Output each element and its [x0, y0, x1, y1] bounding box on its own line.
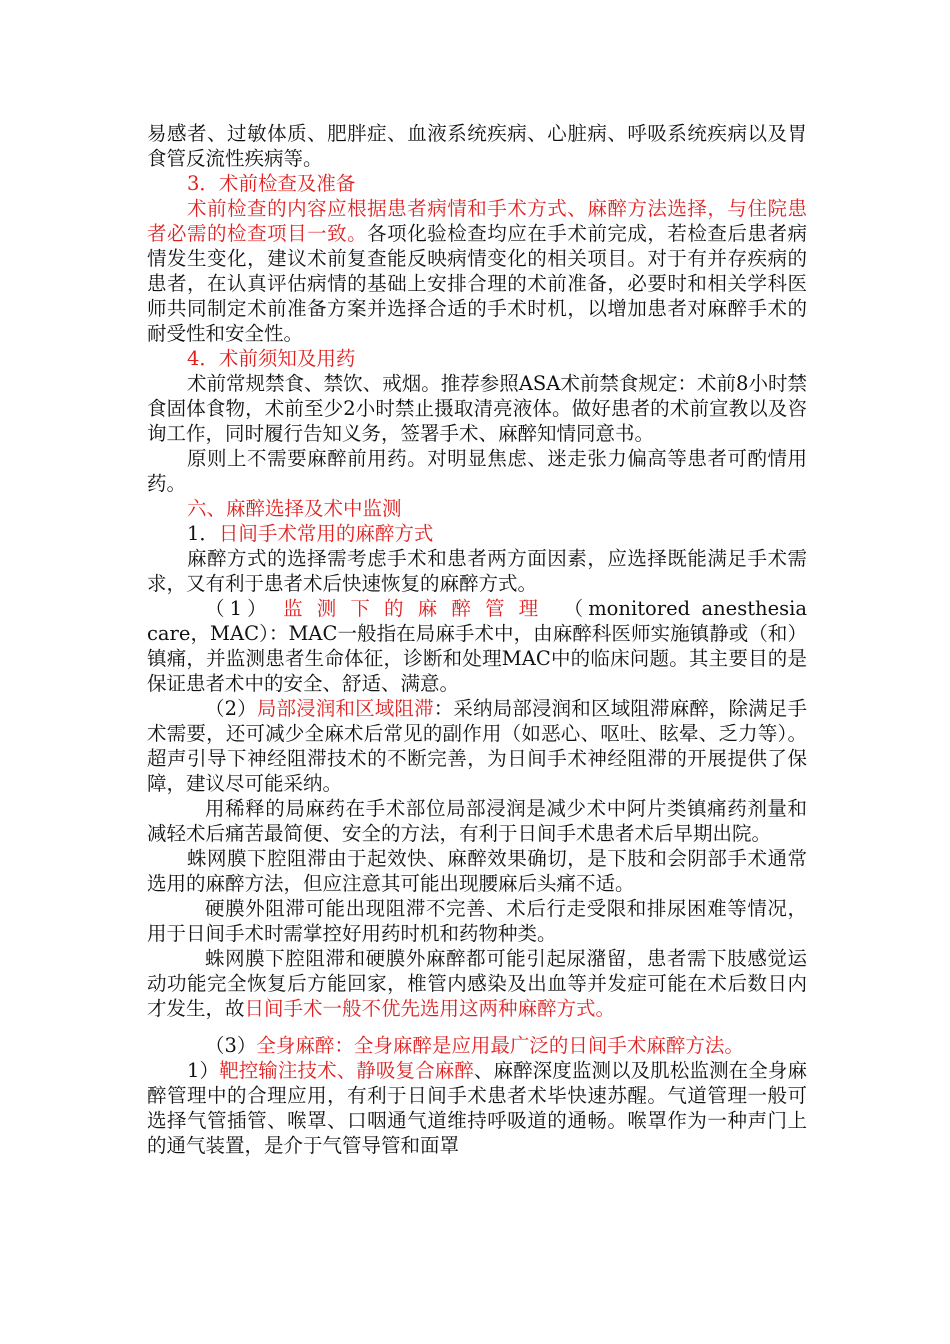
english-term: （monitored anesthesia	[563, 597, 808, 620]
highlight-text: 术前检查的内容应根据患者病情和手术方式、麻醉方法选择，与住院患者必需的检查项目一致。	[147, 197, 807, 245]
paragraph-premedication: 原则上不需要麻醉前用药。对明显焦虑、迷走张力偏高等患者可酌情用药。	[147, 447, 807, 495]
paragraph-epidural: 硬膜外阻滞可能出现阻滞不完善、术后行走受限和排尿困难等情况，用于日间手术时需掌控好用药时机和药物种类。	[147, 897, 807, 945]
body-text: 各项化验检查均应在手术前完成，若检查后患者病情发生变化，建议术前复查能反映病情变化的相关项目。对于有并存疾病的患者，在认真评估病情的基础上安排合理的术前准备，必要时和相关学科医师共同制定术前准备方案并选择合适的手术时机，以增加患者对麻醉手术的耐受性和安全性。	[147, 222, 807, 345]
paragraph-urinary-retention	[147, 946, 807, 1021]
paragraph-method-selection: 麻醉方式的选择需考虑手术和患者两方面因素，应选择既能满足手术需求，又有利于患者术后快速恢复的麻醉方式。	[147, 547, 807, 595]
spacer	[147, 1021, 807, 1033]
paragraph-regional-block	[147, 696, 807, 796]
paragraph-local-infiltration: 用稀释的局麻药在手术部位局部浸润是减少术中阿片类镇痛药剂量和减轻术后痛苦最简便、安全的方法，有利于日间手术患者术后早期出院。	[147, 797, 807, 845]
heading-anesthesia-methods	[147, 521, 807, 546]
item-number: （1）	[205, 597, 272, 620]
highlight-text: 靶控输注技术、静吸复合麻醉	[219, 1059, 474, 1082]
heading-preop-notice: 4．术前须知及用药	[187, 347, 356, 370]
paragraph-mac: care，MAC）：MAC一般指在局麻手术中，由麻醉科医师实施镇静或（和）镇痛，并监测患者生命体征，诊断和处理MAC中的临床问题。其主要目的是保证患者术中的安全、舒适、满意。	[147, 622, 807, 695]
heading-section-six: 六、麻醉选择及术中监测	[187, 497, 402, 520]
item-number: （3）	[205, 1034, 257, 1057]
body-text: 蛛网膜下腔阻滞和硬膜外麻醉都可能引起尿潴留，患者需下肢感觉运动功能完全恢复后方能回家，椎管内感染及出血等并发症可能在术后数日内才发生，故	[147, 947, 807, 1020]
body-text: ：采纳局部浸润和区域阻滞麻醉，除满足手术需要，还可减少全麻术后常见的副作用（如恶心、呕吐、眩晕、乏力等）。超声引导下神经阻滞技术的不断完善，为日间手术神经阻滞的开展提供了保障，建议尽可能采纳。	[147, 697, 807, 795]
paragraph-mac-heading	[147, 596, 807, 621]
paragraph-preop-exam	[147, 196, 807, 346]
paragraph-tci	[147, 1058, 807, 1158]
body-text: 、麻醉深度监测以及肌松监测在全身麻醉管理中的合理应用，有利于日间手术患者术毕快速苏醒。气道管理一般可选择气管插管、喉罩、口咽通气道维持呼吸道的通畅。喉罩作为一种声门上的通气装置，是介于气管导管和面罩	[147, 1059, 807, 1157]
document-page	[147, 121, 807, 1158]
highlight-text: 局部浸润和区域阻滞	[256, 697, 434, 720]
paragraph-general-anesthesia	[147, 1033, 807, 1058]
heading-number: 1．	[187, 522, 219, 545]
highlight-text: 日间手术常用的麻醉方式	[218, 522, 434, 545]
item-number: （2）	[205, 697, 257, 720]
highlight-text: 日间手术一般不优先选用这两种麻醉方式。	[244, 997, 616, 1020]
highlight-text: 全身麻醉：全身麻醉是应用最广泛的日间手术麻醉方法。	[256, 1034, 744, 1057]
paragraph-high-risk-patients: 易感者、过敏体质、肥胖症、血液系统疾病、心脏病、呼吸系统疾病以及胃食管反流性疾病等。	[147, 122, 807, 170]
item-number: 1）	[187, 1059, 220, 1082]
paragraph-spinal: 蛛网膜下腔阻滞由于起效快、麻醉效果确切，是下肢和会阴部手术通常选用的麻醉方法，但应注意其可能出现腰麻后头痛不适。	[147, 847, 807, 895]
highlight-text: 监测下的麻醉管理	[283, 597, 553, 620]
paragraph-fasting: 术前常规禁食、禁饮、戒烟。推荐参照ASA术前禁食规定：术前8小时禁食固体食物，术前至少2小时禁止摄取清亮液体。做好患者的术前宣教以及咨询工作，同时履行告知义务，签署手术、麻醉知情同意书。	[147, 372, 807, 445]
heading-preop-exam: 3．术前检查及准备	[187, 172, 356, 195]
